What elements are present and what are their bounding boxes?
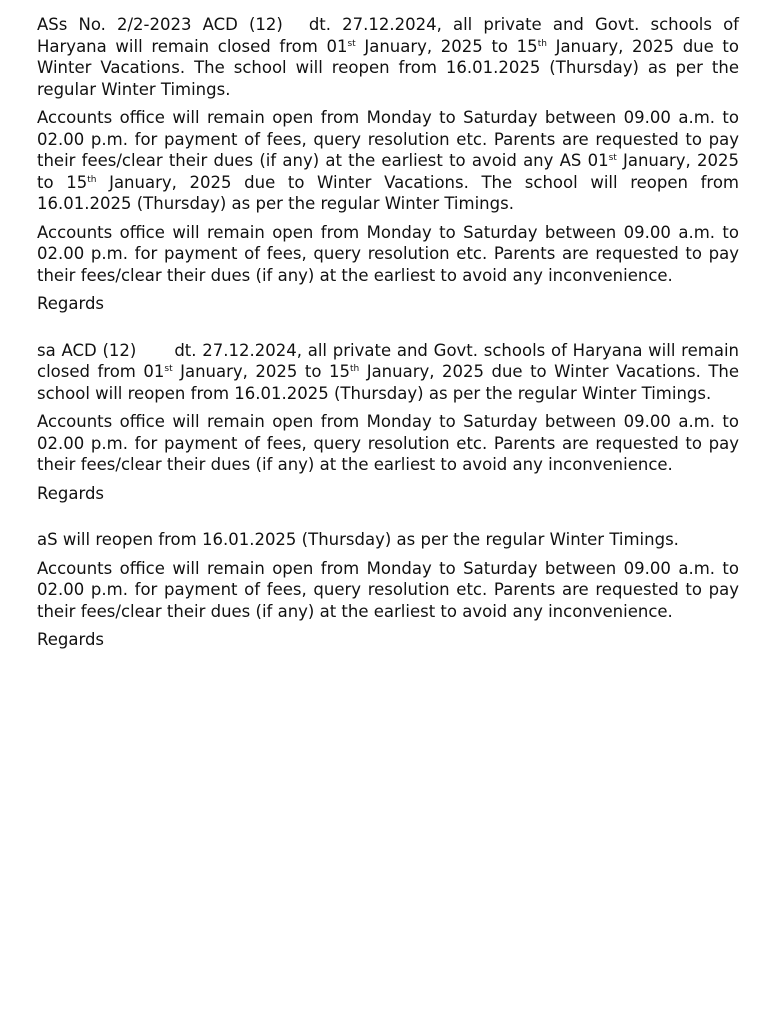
paragraph-text: January, 2025 due to Winter Vacations. The school will reopen from 16.01.2025 (Thursday) as per the regular Winter Timings. <box>37 172 739 213</box>
notice-paragraph <box>37 14 739 100</box>
paragraph-text: January, 2025 to 15 <box>355 36 538 56</box>
regards-signoff: Regards <box>37 483 105 503</box>
paragraph-text: January, 2025 due to Winter Vacations. The school will reopen from 16.01.2025 (Thursday) as per the regular Winter Timings. <box>37 362 740 403</box>
reference-number: sa ACD (12) <box>37 340 137 360</box>
document-page <box>37 14 739 651</box>
accounts-office-paragraph: Accounts office will remain open from Monday to Saturday between 09.00 a.m. to 02.00 p.m. for payment of fees, query resolution etc. Parents are requested to pay their fees/clear their dues (if any) at the earliest to avoid any inconvenience. <box>37 412 739 474</box>
reference-number: ASs No. 2/2-2023 ACD (12) <box>37 15 283 34</box>
paragraph-text: dt. 27.12.2024, all private and Govt. schools of Haryana will remain closed from 01 <box>37 15 739 56</box>
ordinal-suffix: st <box>608 153 617 163</box>
paragraph-text: Accounts office will remain open from Monday to Saturday between 09.00 a.m. to 02.00 p.m. for payment of fees, query resolution etc. Parents are requested to pay their fees/clear their dues (if any) at the earliest to avoid any AS 01 <box>37 108 739 170</box>
paragraph-text: dt. 27.12.2024, all private and Govt. schools of Haryana will remain closed from 01 <box>37 340 739 381</box>
regards-signoff: Regards <box>37 630 105 649</box>
notice-block-3 <box>37 529 739 651</box>
regards-signoff: Regards <box>37 294 105 313</box>
notice-paragraph: aS will reopen from 16.01.2025 (Thursday) as per the regular Winter Timings. <box>37 530 679 549</box>
ordinal-suffix: th <box>349 364 360 374</box>
ordinal-suffix: th <box>87 174 97 185</box>
paragraph-text: January, 2025 due to Winter Vacations. The school will reopen from 16.01.2025 (Thursday) as per the regular Winter Timings. <box>37 36 739 99</box>
accounts-office-paragraph: Accounts office will remain open from Monday to Saturday between 09.00 a.m. to 02.00 p.m. for payment of fees, query resolution etc. Parents are requested to pay their fees/clear their dues (if any) at the earliest to avoid any inconvenience. <box>37 222 739 285</box>
paragraph-text: January, 2025 to 15 <box>37 151 739 192</box>
accounts-office-paragraph <box>37 107 739 215</box>
ordinal-suffix: st <box>164 364 173 374</box>
notice-paragraph <box>37 340 739 405</box>
ordinal-suffix: st <box>347 38 356 49</box>
paragraph-text: January, 2025 to 15 <box>172 362 350 381</box>
accounts-office-paragraph: Accounts office will remain open from Monday to Saturday between 09.00 a.m. to 02.00 p.m. for payment of fees, query resolution etc. Parents are requested to pay their fees/clear their dues (if any) at the earliest to avoid any inconvenience. <box>37 558 739 621</box>
notice-block-2 <box>37 340 739 505</box>
notice-block-1 <box>37 14 739 315</box>
ordinal-suffix: th <box>537 38 547 49</box>
